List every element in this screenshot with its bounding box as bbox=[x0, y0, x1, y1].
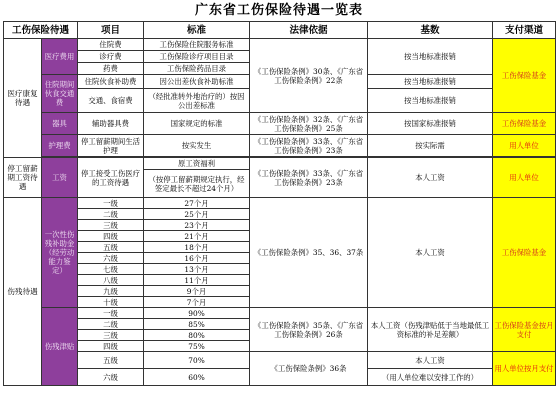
header-payment: 支付渠道 bbox=[493, 22, 556, 39]
table-row bbox=[4, 158, 556, 170]
transport-std: （经批准转外地治疗的）按因公出差标准 bbox=[144, 89, 250, 113]
treatment-fee-std: 工伤保险诊疗项目目录 bbox=[144, 51, 250, 63]
drug-fee: 药费 bbox=[78, 63, 144, 75]
allow-pct-4: 75% bbox=[144, 341, 250, 352]
fund-pay-2: 工伤保险基金 bbox=[493, 113, 556, 135]
care-basis: 《工伤保险条例》33条、《广东省工伤保险条例》23条 bbox=[250, 135, 368, 157]
wage-label: 工资 bbox=[42, 158, 78, 198]
suspension-group-label: 停工留薪期工资待遇 bbox=[4, 158, 42, 198]
allow-base-1: 本人工资（伤残津贴低于当地最低工资标准的补足差额） bbox=[368, 308, 493, 352]
meal-std: 因公出差伙食补助标准 bbox=[144, 75, 250, 89]
wage-std-1: 原工资福利 bbox=[144, 158, 250, 170]
header-base: 基数 bbox=[368, 22, 493, 39]
reimburse-base-2: 按当地标准报销 bbox=[368, 75, 493, 89]
hospital-fee-std: 工伤保险住院服务标准 bbox=[144, 39, 250, 51]
grade-2: 二级 bbox=[78, 209, 144, 220]
wage-std-2: （按停工留薪期规定执行，经签定最长不超过24个月） bbox=[144, 170, 250, 198]
device-label: 器具 bbox=[42, 113, 78, 135]
table-row bbox=[4, 113, 556, 135]
allowance-label: 伤残津贴 bbox=[42, 308, 78, 386]
grade-6: 六级 bbox=[78, 253, 144, 264]
allow-pct-2: 85% bbox=[144, 319, 250, 330]
header-row bbox=[4, 22, 556, 39]
care-label: 护理费 bbox=[42, 135, 78, 157]
wage-base: 本人工资 bbox=[368, 158, 493, 198]
lump-basis: 《工伤保险条例》35、36、37条 bbox=[250, 198, 368, 308]
grade-3: 三级 bbox=[78, 220, 144, 231]
months-8: 11个月 bbox=[144, 275, 250, 286]
grade-7: 七级 bbox=[78, 264, 144, 275]
table-row bbox=[4, 352, 556, 369]
allow-grade-6: 六级 bbox=[78, 369, 144, 386]
grade-9: 九级 bbox=[78, 286, 144, 297]
allow-base-2a: 本人工资 bbox=[368, 352, 493, 369]
travel-label: 住院期间伙食交通费 bbox=[42, 75, 78, 113]
transport-meal: 交通、食宿费 bbox=[78, 89, 144, 113]
medical-fee-label: 医疗费用 bbox=[42, 39, 78, 75]
allow-base-2b: （用人单位难以安排工作的） bbox=[368, 369, 493, 386]
medical-basis: 《工伤保险条例》30条、《广东省工伤保险条例》22条 bbox=[250, 39, 368, 113]
care-item: 停工留薪期间生活护理 bbox=[78, 135, 144, 157]
months-2: 25个月 bbox=[144, 209, 250, 220]
allow-grade-2: 二级 bbox=[78, 319, 144, 330]
allow-basis-1: 《工伤保险条例》35条、《广东省工伤保险条例》26条 bbox=[250, 308, 368, 352]
meal-subsidy: 住院伙食补助费 bbox=[78, 75, 144, 89]
grade-10: 十级 bbox=[78, 297, 144, 308]
lump-label: 一次性伤残补助金（经劳动能力鉴定） bbox=[42, 198, 78, 308]
months-1: 27个月 bbox=[144, 198, 250, 209]
employer-pay-1: 用人单位 bbox=[493, 135, 556, 157]
months-6: 16个月 bbox=[144, 253, 250, 264]
allow-pct-5: 70% bbox=[144, 352, 250, 369]
device-item: 辅助器具费 bbox=[78, 113, 144, 135]
grade-5: 五级 bbox=[78, 242, 144, 253]
lump-base: 本人工资 bbox=[368, 198, 493, 308]
table-row bbox=[4, 198, 556, 209]
device-base: 按国家标准报销 bbox=[368, 113, 493, 135]
allow-grade-1: 一级 bbox=[78, 308, 144, 319]
allow-grade-4: 四级 bbox=[78, 341, 144, 352]
months-3: 23个月 bbox=[144, 220, 250, 231]
disability-group-label: 伤残待遇 bbox=[4, 198, 42, 386]
header-standard: 标准 bbox=[144, 22, 250, 39]
table-row bbox=[4, 308, 556, 319]
allow-grade-5: 五级 bbox=[78, 352, 144, 369]
months-10: 7个月 bbox=[144, 297, 250, 308]
grade-1: 一级 bbox=[78, 198, 144, 209]
wage-basis: 《工伤保险条例》33条、《广东省工伤保险条例》23条 bbox=[250, 158, 368, 198]
allow-basis-2: 《工伤保险条例》36条 bbox=[250, 352, 368, 386]
wage-item: 停工接受工伤医疗的工资待遇 bbox=[78, 158, 144, 198]
care-base: 按实际需 bbox=[368, 135, 493, 157]
grade-4: 四级 bbox=[78, 231, 144, 242]
employer-pay-2: 用人单位 bbox=[493, 158, 556, 198]
hospital-fee: 住院费 bbox=[78, 39, 144, 51]
medical-group-label: 医疗康复待遇 bbox=[4, 39, 42, 158]
header-category: 工伤保险待遇 bbox=[4, 22, 78, 39]
table-row bbox=[4, 39, 556, 51]
allow-pct-1: 90% bbox=[144, 308, 250, 319]
page-title: 广东省工伤保险待遇一览表 bbox=[194, 3, 363, 18]
care-std: 按实发生 bbox=[144, 135, 250, 157]
fund-pay-1: 工伤保险基金 bbox=[493, 39, 556, 113]
months-4: 21个月 bbox=[144, 231, 250, 242]
reimburse-base-1: 按当地标准报销 bbox=[368, 39, 493, 75]
fund-pay-3: 工伤保险基金 bbox=[493, 198, 556, 308]
drug-fee-std: 工伤保险药品目录 bbox=[144, 63, 250, 75]
device-std: 国家规定的标准 bbox=[144, 113, 250, 135]
fund-pay-4: 工伤保险基金按月支付 bbox=[493, 308, 556, 352]
months-7: 13个月 bbox=[144, 264, 250, 275]
months-5: 18个月 bbox=[144, 242, 250, 253]
employer-pay-3: 用人单位按月支付 bbox=[493, 352, 556, 386]
allow-grade-3: 三级 bbox=[78, 330, 144, 341]
header-legal-basis: 法律依据 bbox=[250, 22, 368, 39]
months-9: 9个月 bbox=[144, 286, 250, 297]
grade-8: 八级 bbox=[78, 275, 144, 286]
allow-pct-3: 80% bbox=[144, 330, 250, 341]
table-row bbox=[4, 135, 556, 157]
treatment-fee: 诊疗费 bbox=[78, 51, 144, 63]
benefits-table bbox=[3, 21, 556, 386]
allow-pct-6: 60% bbox=[144, 369, 250, 386]
reimburse-base-3: 按当地标准报销 bbox=[368, 89, 493, 113]
device-basis: 《工伤保险条例》32条、《广东省工伤保险条例》25条 bbox=[250, 113, 368, 135]
header-item: 项目 bbox=[78, 22, 144, 39]
